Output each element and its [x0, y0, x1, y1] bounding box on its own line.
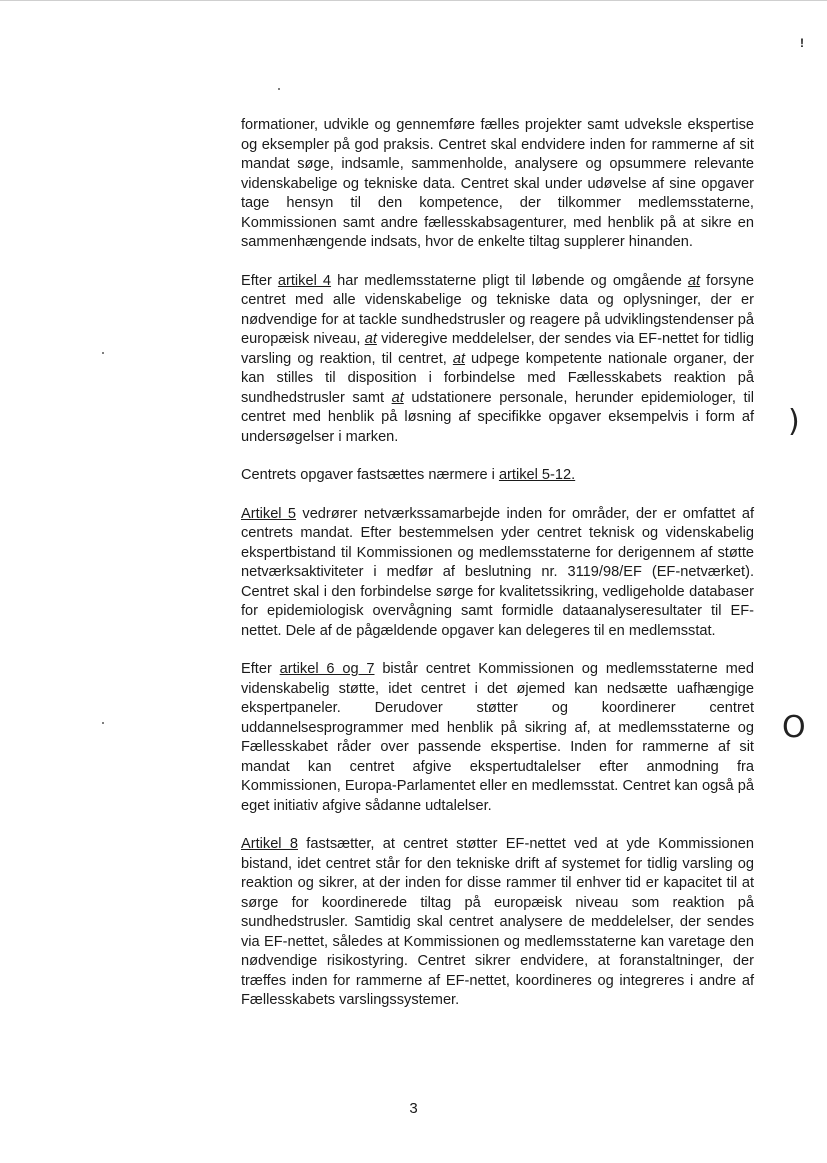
document-body [241, 116, 754, 1030]
page-number: 3 [409, 1100, 418, 1117]
article-4-reference: artikel 4 [277, 272, 332, 289]
paragraph-6: Artikel 8 fastsætter, at centret støtter EF-nettet ved at yde Kommissionen bistand, idet centret står for den tekniske drift af systemet for tidlig varsling og reaktion og sikrer, at der inden for disse rammer til enhver tid er kapacitet til at sørge for koordinerede tiltag på europæisk niveau som reaktion på sundhedstrusler. Samtidig skal centret analysere de meddelelser, der sendes via EF-nettet, således at Kommissionen og medlemsstaterne kan varetage den nødvendige risikostyring. Centret sikrer endvidere, at foranstaltninger, der træffes inden for rammerne af EF-nettet, koordineres og integreres i andre af Fællesskabets varslingssystemer. [241, 836, 755, 1008]
scan-top-edge [0, 0, 827, 1]
paragraph-5: Efter artikel 6 og 7 bistår centret Kommissionen og medlemsstaterne med videnskabelig støtte, idet centret i det øjemed kan nedsætte uafhængige ekspertpaneler. Derudover støtter og koordinerer centret uddannelsesprogrammer med henblik på sikring af, at medlemsstaterne og Fællesskabet råder over passende ekspertise. Inden for rammerne af sit mandat kan centret afgive ekspertudtalelser efter anmodning fra Kommissionen, Europa-Parlamentet eller en medlemsstat. Centret kan også på eget initiativ afgive sådanne udtalelser. [241, 661, 754, 814]
corner-mark: ! [800, 36, 804, 50]
article-8-reference: Artikel 8 [241, 836, 298, 852]
scan-speck [278, 88, 280, 90]
binder-hole-mark: O [782, 710, 806, 745]
paragraph-3: Centrets opgaver fastsættes nærmere i artikel 5-12. [241, 467, 576, 483]
scan-speck [102, 352, 104, 354]
article-5-12-reference: artikel 5-12. [498, 467, 576, 483]
paragraph-2: Efter artikel 4 har medlemsstaterne pligt til løbende og omgående at forsyne centret med alle videnskabelige og tekniske data og oplysninger, der er nødvendige for at tackle sundhedstrusler og reagere på udviklingstendenser på europæisk niveau, at videregive meddelelser, der sendes via EF-nettet for tidlig varsling og reaktion, til centret, at udpege kompetente nationale organer, der kan stilles til disposition i forbindelse med Fællesskabets reaktion på sundhedstrusler samt at udstationere personale, herunder epidemiologer, til centret med henblik på løsning af specifikke opgaver eksempelvis i form af undersøgelser i marken. [241, 272, 755, 445]
scan-speck [102, 722, 104, 724]
paragraph-1: formationer, udvikle og gennemføre fælles projekter samt udveksle ekspertise og eksempler på god praksis. Centret skal endvidere inden for rammerne af sit mandat søge, indsamle, sammenholde, analysere og opsummere relevante videnskabelige og tekniske data. Centret skal under udøvelse af sine opgaver tage hensyn til den kompetence, der tilkommer medlemsstaterne, Kommissionen samt andre fællesskabsagenturer, med henblik på at sikre en sammenhængende indsats, hvor de enkelte tiltag supplerer hinanden. [241, 117, 754, 250]
binder-hole-mark: ) [788, 404, 800, 439]
article-5-reference: Artikel 5 [241, 505, 297, 522]
paragraph-4: Artikel 5 vedrører netværkssamarbejde inden for områder, der er omfattet af centrets mandat. Efter bestemmelsen yder centret teknisk og videnskabelig ekspertbistand til Kommissionen og medlemsstaterne for derigennem af støtte netværksaktiviteter i medfør af beslutning nr. 3119/98/EF (EF-netværket). Centret skal i den forbindelse sørge for kvalitetssikring, vedligeholde databaser for epidemiologisk overvågning samt formidle dataanalyseresultater til EF-nettet. Dele af de pågældende opgaver kan delegeres til en medlemsstat. [241, 505, 754, 639]
article-6-7-reference: artikel 6 og 7 [279, 661, 375, 677]
